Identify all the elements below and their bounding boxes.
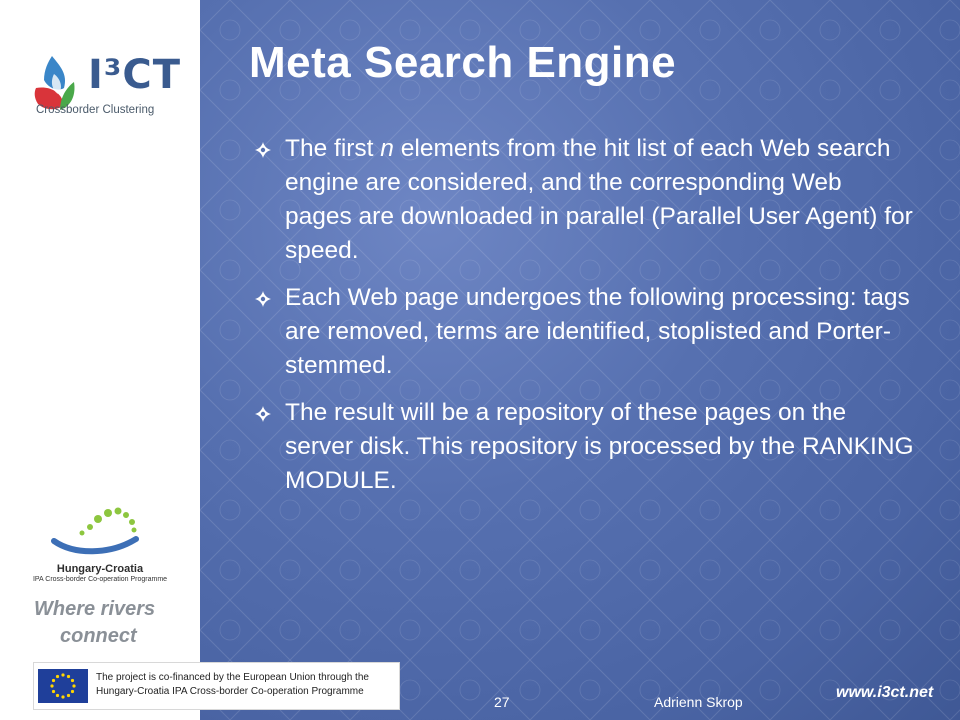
eu-text-line-1: The project is co-financed by the European Union through the [96,672,369,683]
eu-flag-icon [38,669,88,703]
eu-banner [33,662,400,710]
bullet-text: Each Web page undergoes the following processing: tags are removed, terms are identified, stoplisted and Porter-stemmed. [285,284,910,379]
programme-subtitle: IPA Cross-border Co-operation Programme [32,576,168,583]
bullet-list [255,132,915,511]
bullet-text-prefix: The first [285,135,381,162]
i3ct-logo-text: I³CT [88,52,182,98]
slogan-line-1: Where rivers [34,598,156,620]
eu-cofinance-text [96,671,369,699]
bullet-icon [255,142,271,158]
slogan-line-2: connect [60,625,137,647]
slogan [34,596,174,650]
bullet-icon [255,406,271,422]
bullet-item [255,281,915,383]
i3ct-subtitle: Crossborder Clustering [36,104,155,116]
bullet-item [255,396,915,498]
eu-text-line-2: Hungary-Croatia IPA Cross-border Co-operation Programme [96,686,364,697]
footer-author: Adrienn Skrop [654,694,743,710]
hungary-croatia-logo-icon [50,505,150,560]
programme-title: Hungary-Croatia [56,563,144,575]
sidebar [0,0,200,720]
bullet-icon [255,291,271,307]
bullet-text: The result will be a repository of these pages on the server disk. This repository is processed by the RANKING MODULE. [285,399,914,494]
page-number: 27 [494,694,510,710]
bullet-text-variable: n [380,135,394,162]
slide-title: Meta Search Engine [249,38,677,87]
bullet-text-suffix: elements from the hit list of each Web search engine are considered, and the corresponding Web pages are downloaded in parallel (Parallel User Agent) for speed. [285,135,913,264]
bullet-item [255,132,915,268]
website-url: www.i3ct.net [836,684,934,701]
